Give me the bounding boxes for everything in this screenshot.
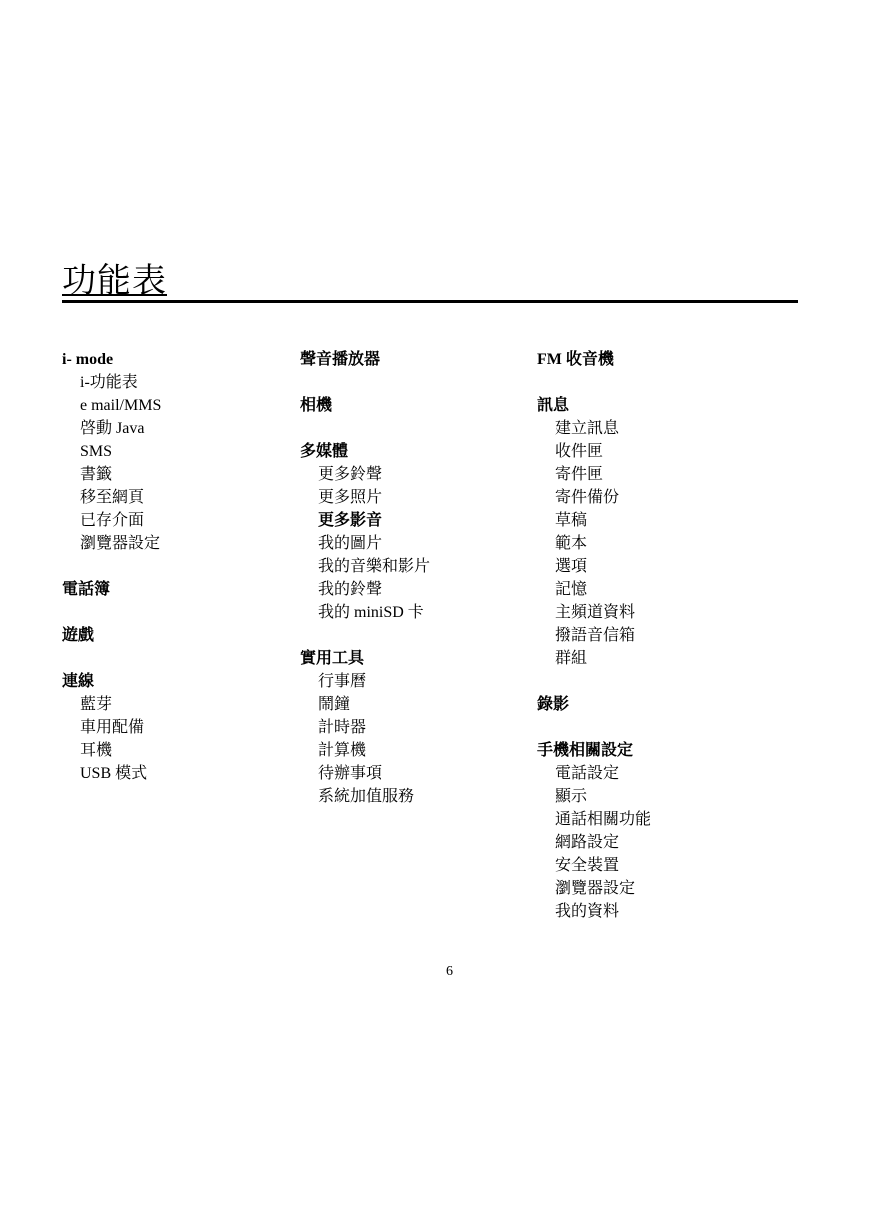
menu-item: 計時器 xyxy=(318,719,367,736)
menu-item: 啓動 Java xyxy=(80,420,145,437)
menu-item: 我的 miniSD 卡 xyxy=(318,604,424,621)
menu-item: 安全裝置 xyxy=(555,857,620,874)
section-connectivity xyxy=(62,670,282,785)
menu-column-3 xyxy=(537,348,797,923)
section-heading: FM 收音機 xyxy=(537,351,614,368)
section-heading: 遊戲 xyxy=(62,627,95,644)
section-video-recording xyxy=(537,693,797,716)
section-heading: 錄影 xyxy=(537,696,570,713)
menu-item: 範本 xyxy=(555,535,588,552)
menu-item: 我的圖片 xyxy=(318,535,383,552)
menu-item: 車用配備 xyxy=(80,719,145,736)
menu-item: 更多鈴聲 xyxy=(318,466,383,483)
menu-item: 寄件備份 xyxy=(555,489,620,506)
menu-item: 電話設定 xyxy=(555,765,620,782)
section-tools xyxy=(300,647,520,808)
page-title: 功能表 xyxy=(62,262,798,303)
menu-item: 我的資料 xyxy=(555,903,620,920)
menu-item: 寄件匣 xyxy=(555,466,604,483)
menu-item: 藍芽 xyxy=(80,696,113,713)
menu-item: i-功能表 xyxy=(80,374,138,391)
section-heading: 電話簿 xyxy=(62,581,111,598)
menu-item: 計算機 xyxy=(318,742,367,759)
menu-item: 通話相關功能 xyxy=(555,811,652,828)
menu-item: 選項 xyxy=(555,558,588,575)
menu-item: USB 模式 xyxy=(80,765,148,782)
menu-column-1 xyxy=(62,348,282,785)
menu-item: 瀏覽器設定 xyxy=(555,880,636,897)
menu-item: 群組 xyxy=(555,650,588,667)
menu-item: 更多影音 xyxy=(318,512,383,529)
menu-item: 瀏覽器設定 xyxy=(80,535,161,552)
menu-item: 鬧鐘 xyxy=(318,696,351,713)
section-fm-radio xyxy=(537,348,797,371)
menu-item: 更多照片 xyxy=(318,489,383,506)
section-phone-settings xyxy=(537,739,797,923)
section-games xyxy=(62,624,282,647)
section-phonebook xyxy=(62,578,282,601)
menu-item: 我的鈴聲 xyxy=(318,581,383,598)
section-heading: 手機相關設定 xyxy=(537,742,634,759)
menu-item: 書籤 xyxy=(80,466,113,483)
section-heading: 聲音播放器 xyxy=(300,351,381,368)
menu-item: 行事曆 xyxy=(318,673,367,690)
menu-item: 記憶 xyxy=(555,581,588,598)
menu-item: 移至網頁 xyxy=(80,489,145,506)
section-camera xyxy=(300,394,520,417)
section-heading: 實用工具 xyxy=(300,650,365,667)
section-i-mode xyxy=(62,348,282,555)
menu-item: 網路設定 xyxy=(555,834,620,851)
menu-item: e mail/MMS xyxy=(80,397,162,414)
section-sound-player xyxy=(300,348,520,371)
menu-column-2 xyxy=(300,348,520,808)
page-number: 6 xyxy=(446,964,453,979)
section-heading: i- mode xyxy=(62,351,114,368)
menu-item: 耳機 xyxy=(80,742,113,759)
menu-item: 撥語音信箱 xyxy=(555,627,636,644)
section-heading: 連線 xyxy=(62,673,95,690)
menu-item: 待辦事項 xyxy=(318,765,383,782)
menu-item: 我的音樂和影片 xyxy=(318,558,431,575)
section-messages xyxy=(537,394,797,670)
menu-item: 主頻道資料 xyxy=(555,604,636,621)
menu-item: 草稿 xyxy=(555,512,588,529)
menu-item: 建立訊息 xyxy=(555,420,620,437)
section-heading: 多媒體 xyxy=(300,443,349,460)
menu-item: 收件匣 xyxy=(555,443,604,460)
menu-item: 已存介面 xyxy=(80,512,145,529)
section-heading: 相機 xyxy=(300,397,333,414)
menu-item: 系統加值服務 xyxy=(318,788,415,805)
menu-item: 顯示 xyxy=(555,788,588,805)
menu-item: SMS xyxy=(80,443,113,460)
section-heading: 訊息 xyxy=(537,397,570,414)
section-multimedia xyxy=(300,440,520,624)
